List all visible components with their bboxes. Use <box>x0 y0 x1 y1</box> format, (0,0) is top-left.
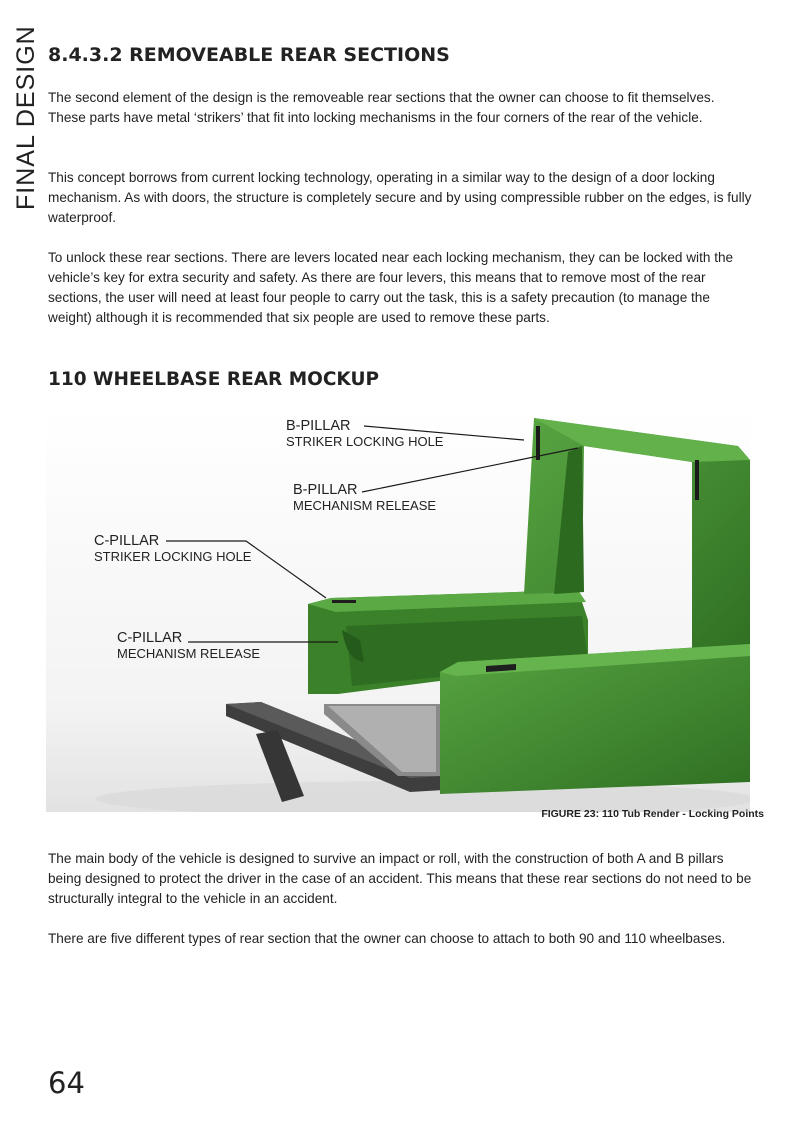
tub-render-figure <box>46 404 750 812</box>
callout-subtitle: STRIKER LOCKING HOLE <box>94 549 252 564</box>
callout-b-pillar-release <box>293 482 436 514</box>
callout-b-pillar-striker <box>286 418 443 450</box>
callout-subtitle: MECHANISM RELEASE <box>117 646 261 661</box>
callout-subtitle: STRIKER LOCKING HOLE <box>286 434 444 449</box>
figure-caption: FIGURE 23: 110 Tub Render - Locking Points <box>541 808 764 820</box>
side-section-label: FINAL DESIGN <box>12 25 40 210</box>
page-number: 64 <box>48 1066 85 1100</box>
callout-title: B-PILLAR <box>286 418 351 434</box>
section-heading: 8.4.3.2 REMOVEABLE REAR SECTIONS <box>48 44 450 66</box>
unlocking-paragraph: To unlock these rear sections. There are levers located near each locking mechanism, they can be locked with the vehicle’s key for extra security and safety. As there are four levers, this means that to remove most of the rear sections, the user will need at least four people to carry out the task, this is a safety precaution (to manage the weight) although it is recommended that six people are used to remove these parts. <box>48 250 734 325</box>
body-paragraph-options: There are five different types of rear section that the owner can choose to attach to both 90 and 110 wheelbases. <box>48 931 726 946</box>
callout-subtitle: MECHANISM RELEASE <box>293 498 437 513</box>
callout-c-pillar-release <box>117 630 260 662</box>
intro-paragraph: The second element of the design is the removeable rear sections that the owner can choose to fit themselves. These parts have metal ‘strikers’ that fit into locking mechanisms in the four corners of the rear of the vehicle. <box>48 90 715 125</box>
callout-c-pillar-striker <box>94 533 251 565</box>
body-paragraph-impact: The main body of the vehicle is designed to survive an impact or roll, with the construction of both A and B pillars being designed to protect the driver in the case of an accident. This means that these rear sections do not need to be structurally integral to the vehicle in an accident. <box>48 851 752 906</box>
callout-title: C-PILLAR <box>117 630 183 646</box>
mockup-heading: 110 WHEELBASE REAR MOCKUP <box>48 369 380 390</box>
callout-title: B-PILLAR <box>293 482 358 498</box>
callout-title: C-PILLAR <box>94 533 160 549</box>
locking-concept-paragraph: This concept borrows from current locking technology, operating in a similar way to the design of a door locking mechanism. As with doors, the structure is completely secure and by using compressible rubber on the edges, is fully waterproof. <box>48 170 752 225</box>
callout-leader-lines <box>46 404 750 812</box>
